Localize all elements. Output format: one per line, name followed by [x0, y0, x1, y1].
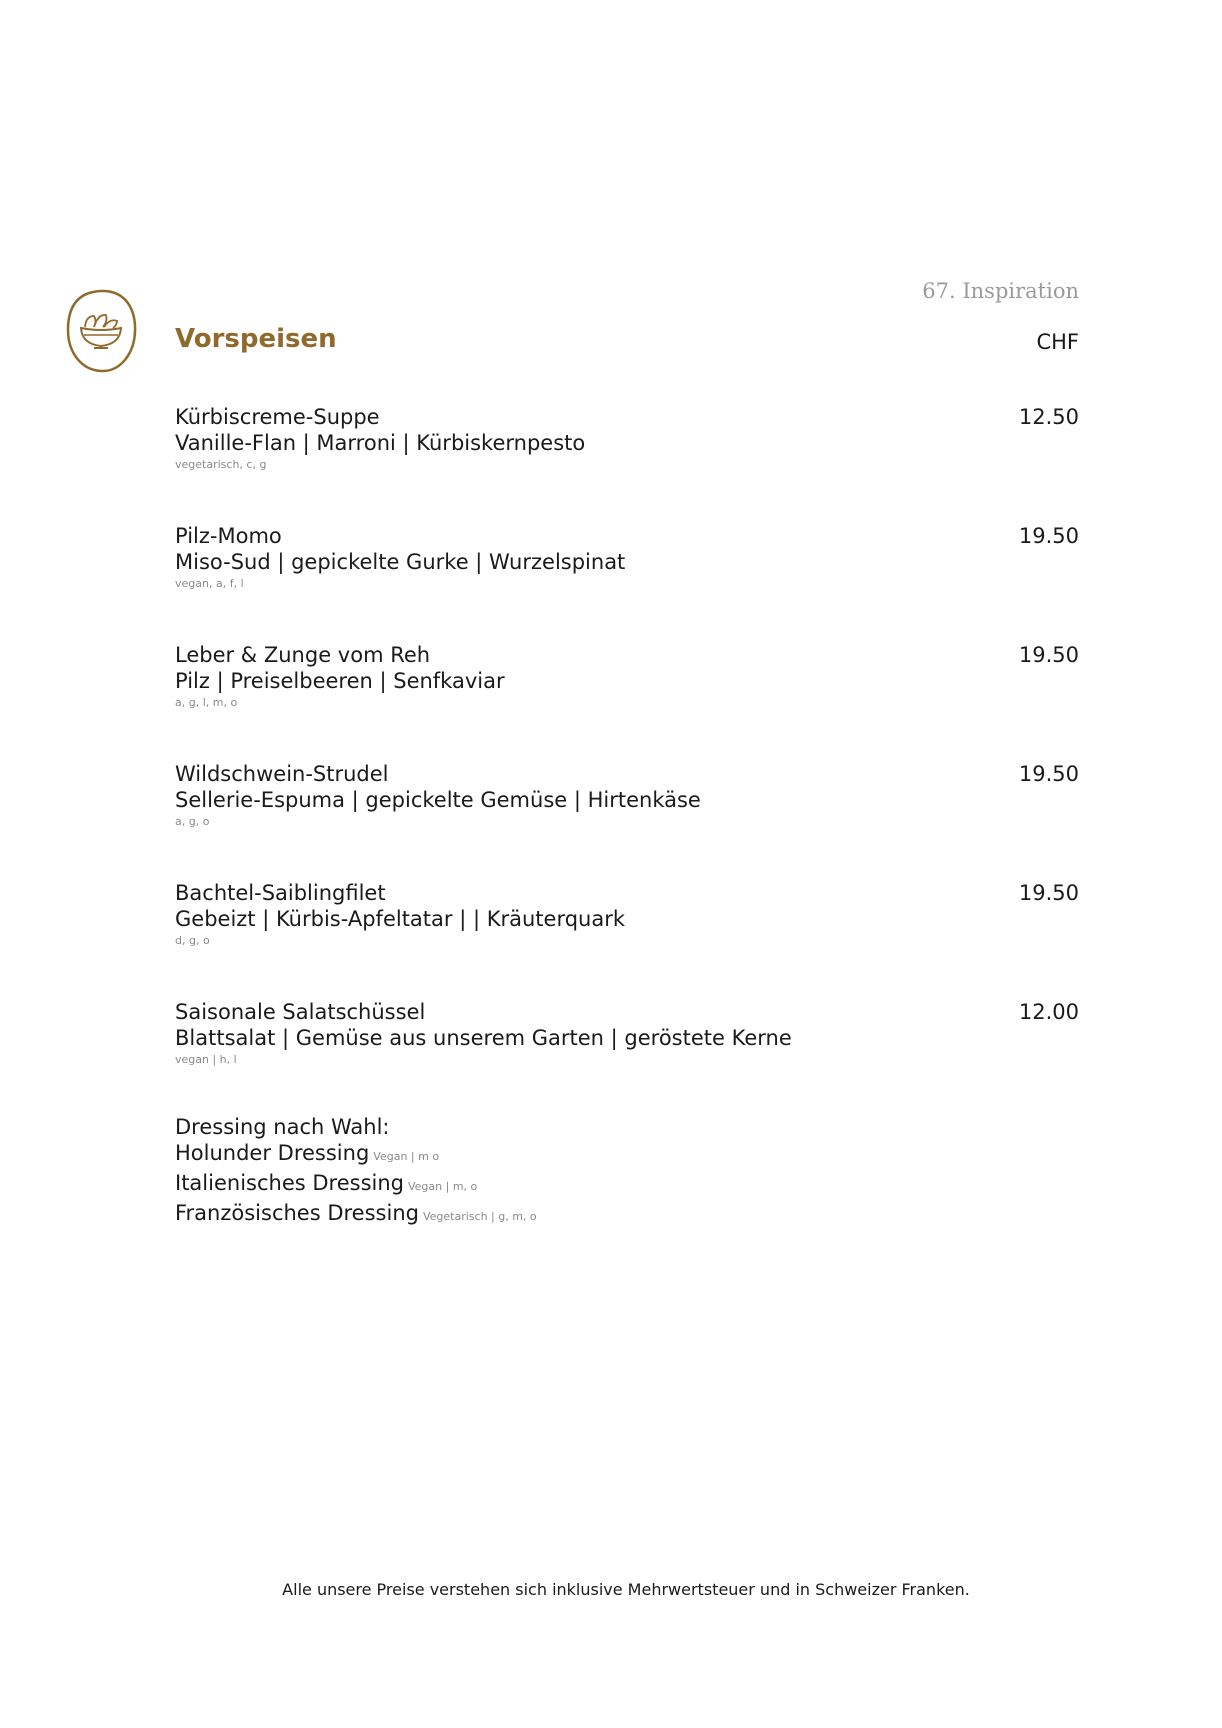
- item-price: 19.50: [1018, 881, 1079, 905]
- item-description: Pilz | Preiselbeeren | Senfkaviar: [175, 669, 505, 693]
- item-price: 19.50: [1018, 524, 1079, 548]
- salad-bowl-icon: [64, 288, 138, 374]
- item-price: 19.50: [1018, 762, 1079, 786]
- item-description: Vanille-Flan | Marroni | Kürbiskernpesto: [175, 431, 586, 455]
- item-description: Blattsalat | Gemüse aus unserem Garten | geröstete Kerne: [175, 1026, 792, 1050]
- item-description: Sellerie-Espuma | gepickelte Gemüse | Hirtenkäse: [175, 788, 701, 812]
- menu-item: [175, 761, 1079, 829]
- dressing-option: [175, 1200, 537, 1230]
- dressing-tag: Vegetarisch | g, m, o: [422, 1210, 537, 1223]
- item-name: Kürbiscreme-Suppe: [175, 405, 380, 429]
- item-tags: a, g, o: [175, 815, 210, 828]
- item-tags: d, g, o: [175, 934, 210, 947]
- dressing-option: [175, 1140, 537, 1170]
- section-title: Vorspeisen: [175, 324, 337, 354]
- dressing-tag: Vegan | m, o: [407, 1180, 478, 1193]
- item-name: Saisonale Salatschüssel: [175, 1000, 426, 1024]
- dressing-tag: Vegan | m o: [373, 1150, 440, 1163]
- item-price: 12.00: [1018, 1000, 1079, 1024]
- price-note: Alle unsere Preise verstehen sich inklusive Mehrwertsteuer und in Schweizer Franken.: [282, 1580, 970, 1599]
- item-price: 12.50: [1018, 405, 1079, 429]
- dressing-option: [175, 1170, 537, 1200]
- menu-edition: 67. Inspiration: [922, 279, 1079, 303]
- menu-item: [175, 523, 1079, 591]
- dressing-name: Französisches Dressing: [175, 1201, 419, 1225]
- item-name: Bachtel-Saiblingfilet: [175, 881, 386, 905]
- menu-item: [175, 880, 1079, 948]
- menu-item: [175, 404, 1079, 472]
- dressing-heading: Dressing nach Wahl:: [175, 1115, 390, 1139]
- item-name: Pilz-Momo: [175, 524, 282, 548]
- menu-item: [175, 642, 1079, 710]
- item-price: 19.50: [1018, 643, 1079, 667]
- menu-item: [175, 999, 1079, 1067]
- item-tags: vegan | h, l: [175, 1053, 237, 1066]
- item-name: Leber & Zunge vom Reh: [175, 643, 431, 667]
- item-description: Gebeizt | Kürbis-Apfeltatar | | Kräuterquark: [175, 907, 626, 931]
- item-description: Miso-Sud | gepickelte Gurke | Wurzelspinat: [175, 550, 626, 574]
- dressing-section: [175, 1114, 537, 1230]
- item-tags: a, g, l, m, o: [175, 696, 238, 709]
- dressing-name: Italienisches Dressing: [175, 1171, 404, 1195]
- item-name: Wildschwein-Strudel: [175, 762, 389, 786]
- dressing-name: Holunder Dressing: [175, 1141, 370, 1165]
- currency-label: CHF: [1036, 330, 1079, 354]
- item-tags: vegetarisch, c, g: [175, 458, 267, 471]
- item-tags: vegan, a, f, l: [175, 577, 244, 590]
